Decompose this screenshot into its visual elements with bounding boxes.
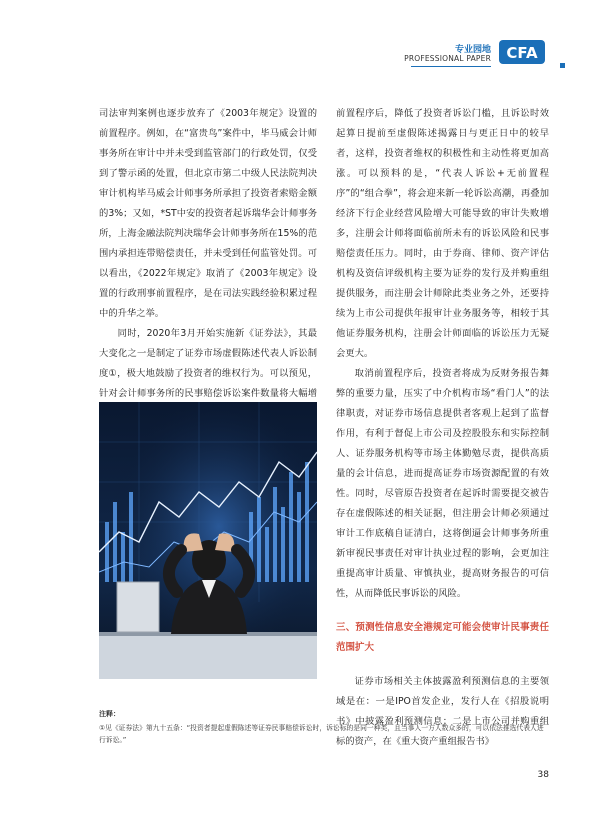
- left-paragraph-2: 同时，2020年3月开始实施新《证券法》，其最大变化之一是制定了证券市场虚假陈述代表人诉讼制度①，极大地鼓励了投资者的维权行为。可以预见，针对会计师事务所的民事赔偿诉讼案件数量将大幅增: [99, 328, 317, 399]
- header-rule: [411, 66, 491, 67]
- businessman-charts-image: [99, 402, 317, 679]
- magazine-logo: [499, 40, 545, 64]
- header-dot: [560, 63, 565, 68]
- page-number: 38: [537, 770, 549, 780]
- illustration-photo: [99, 402, 317, 679]
- footnote-text: ①见《证券法》第九十五条：“投资者提起虚假陈述等证券民事赔偿诉讼时，诉讼标的是同一种类，且当事人一方人数众多的，可以依法推选代表人进行诉讼。”: [99, 724, 544, 744]
- right-paragraph-2: 取消前置程序后，投资者将成为反财务报告舞弊的重要力量，压实了中介机构市场“看门人”的法律职责，对证券市场信息提供者客观上起到了监督作用，有利于督促上市公司及控股股东和实际控制人、证券服务机构等市场主体勤勉尽责，提供高质量的会计信息，进而提高证券市场资源配置的有效性。同时，尽管原告投资者在起诉时需要提交被告存在虚假陈述的相关证据，但注册会计师必须通过审计工作底稿自证清白，这将倒逼会计师事务所重新审视民事责任对审计执业过程的影响，会更加注重提高审计质量、审慎执业，提高财务报告的可信性，从而降低民事诉讼的风险。: [336, 368, 549, 599]
- page-header: [395, 40, 595, 70]
- right-column: [336, 104, 549, 752]
- section-heading: 三、预测性信息安全港规定可能会使审计民事责任范围扩大: [336, 622, 549, 653]
- left-column: [99, 104, 317, 444]
- right-paragraph-1: 前置程序后，降低了投资者诉讼门槛，且诉讼时效起算日提前至虚假陈述揭露日与更正日中的较早者，这样，投资者维权的积极性和主动性将更加高涨。可以预料的是，“代表人诉讼+无前置程序”的“组合拳”，将会迎来新一轮诉讼高潮，再叠加经济下行企业经营风险增大可能导致的审计失败增多，注册会计师将面临前所未有的诉讼风险和民事赔偿责任压力。同时，由于券商、律师、资产评估机构及资信评级机构主要为证券的发行及并购重组提供服务，而注册会计师除此类业务之外，还要持续为上市公司提供年报审计业务服务等，相较于其他证券服务机构，注册会计师面临的诉讼压力无疑会更大。: [336, 108, 549, 359]
- section-title-en: PROFESSIONAL PAPER: [404, 54, 491, 63]
- footnote-label: 注释：: [99, 710, 120, 718]
- left-paragraph-1: 司法审判案例也逐步放弃了《2003年规定》设置的前置程序。例如，在“富贵鸟”案件中，毕马威会计师事务所在审计中并未受到监管部门的行政处罚，仅受到了警示函的处置，但北京市第二中级人民法院判决审计机构毕马威会计师事务所承担了投资者索赔金额的3%；又如，*ST中安的投资者起诉瑞华会计师事务所，上海金融法院判决瑞华会计师事务所在15%的范围内承担连带赔偿责任，并未受到任何监管处罚。可以看出，《2022年规定》取消了《2003年规定》设置的行政刑事前置程序，是在司法实践经验积累过程中的升华之举。: [99, 108, 317, 319]
- right-paragraph-3: 证券市场相关主体披露盈利预测信息的主要领域是在：一是IPO首发企业，发行人在《招股说明书》中披露盈利预测信息；二是上市公司并购重组标的资产，在《重大资产重组报告书》: [336, 676, 549, 747]
- section-title-zh: 专业园地: [454, 45, 491, 55]
- logo-text: CFA: [506, 44, 538, 62]
